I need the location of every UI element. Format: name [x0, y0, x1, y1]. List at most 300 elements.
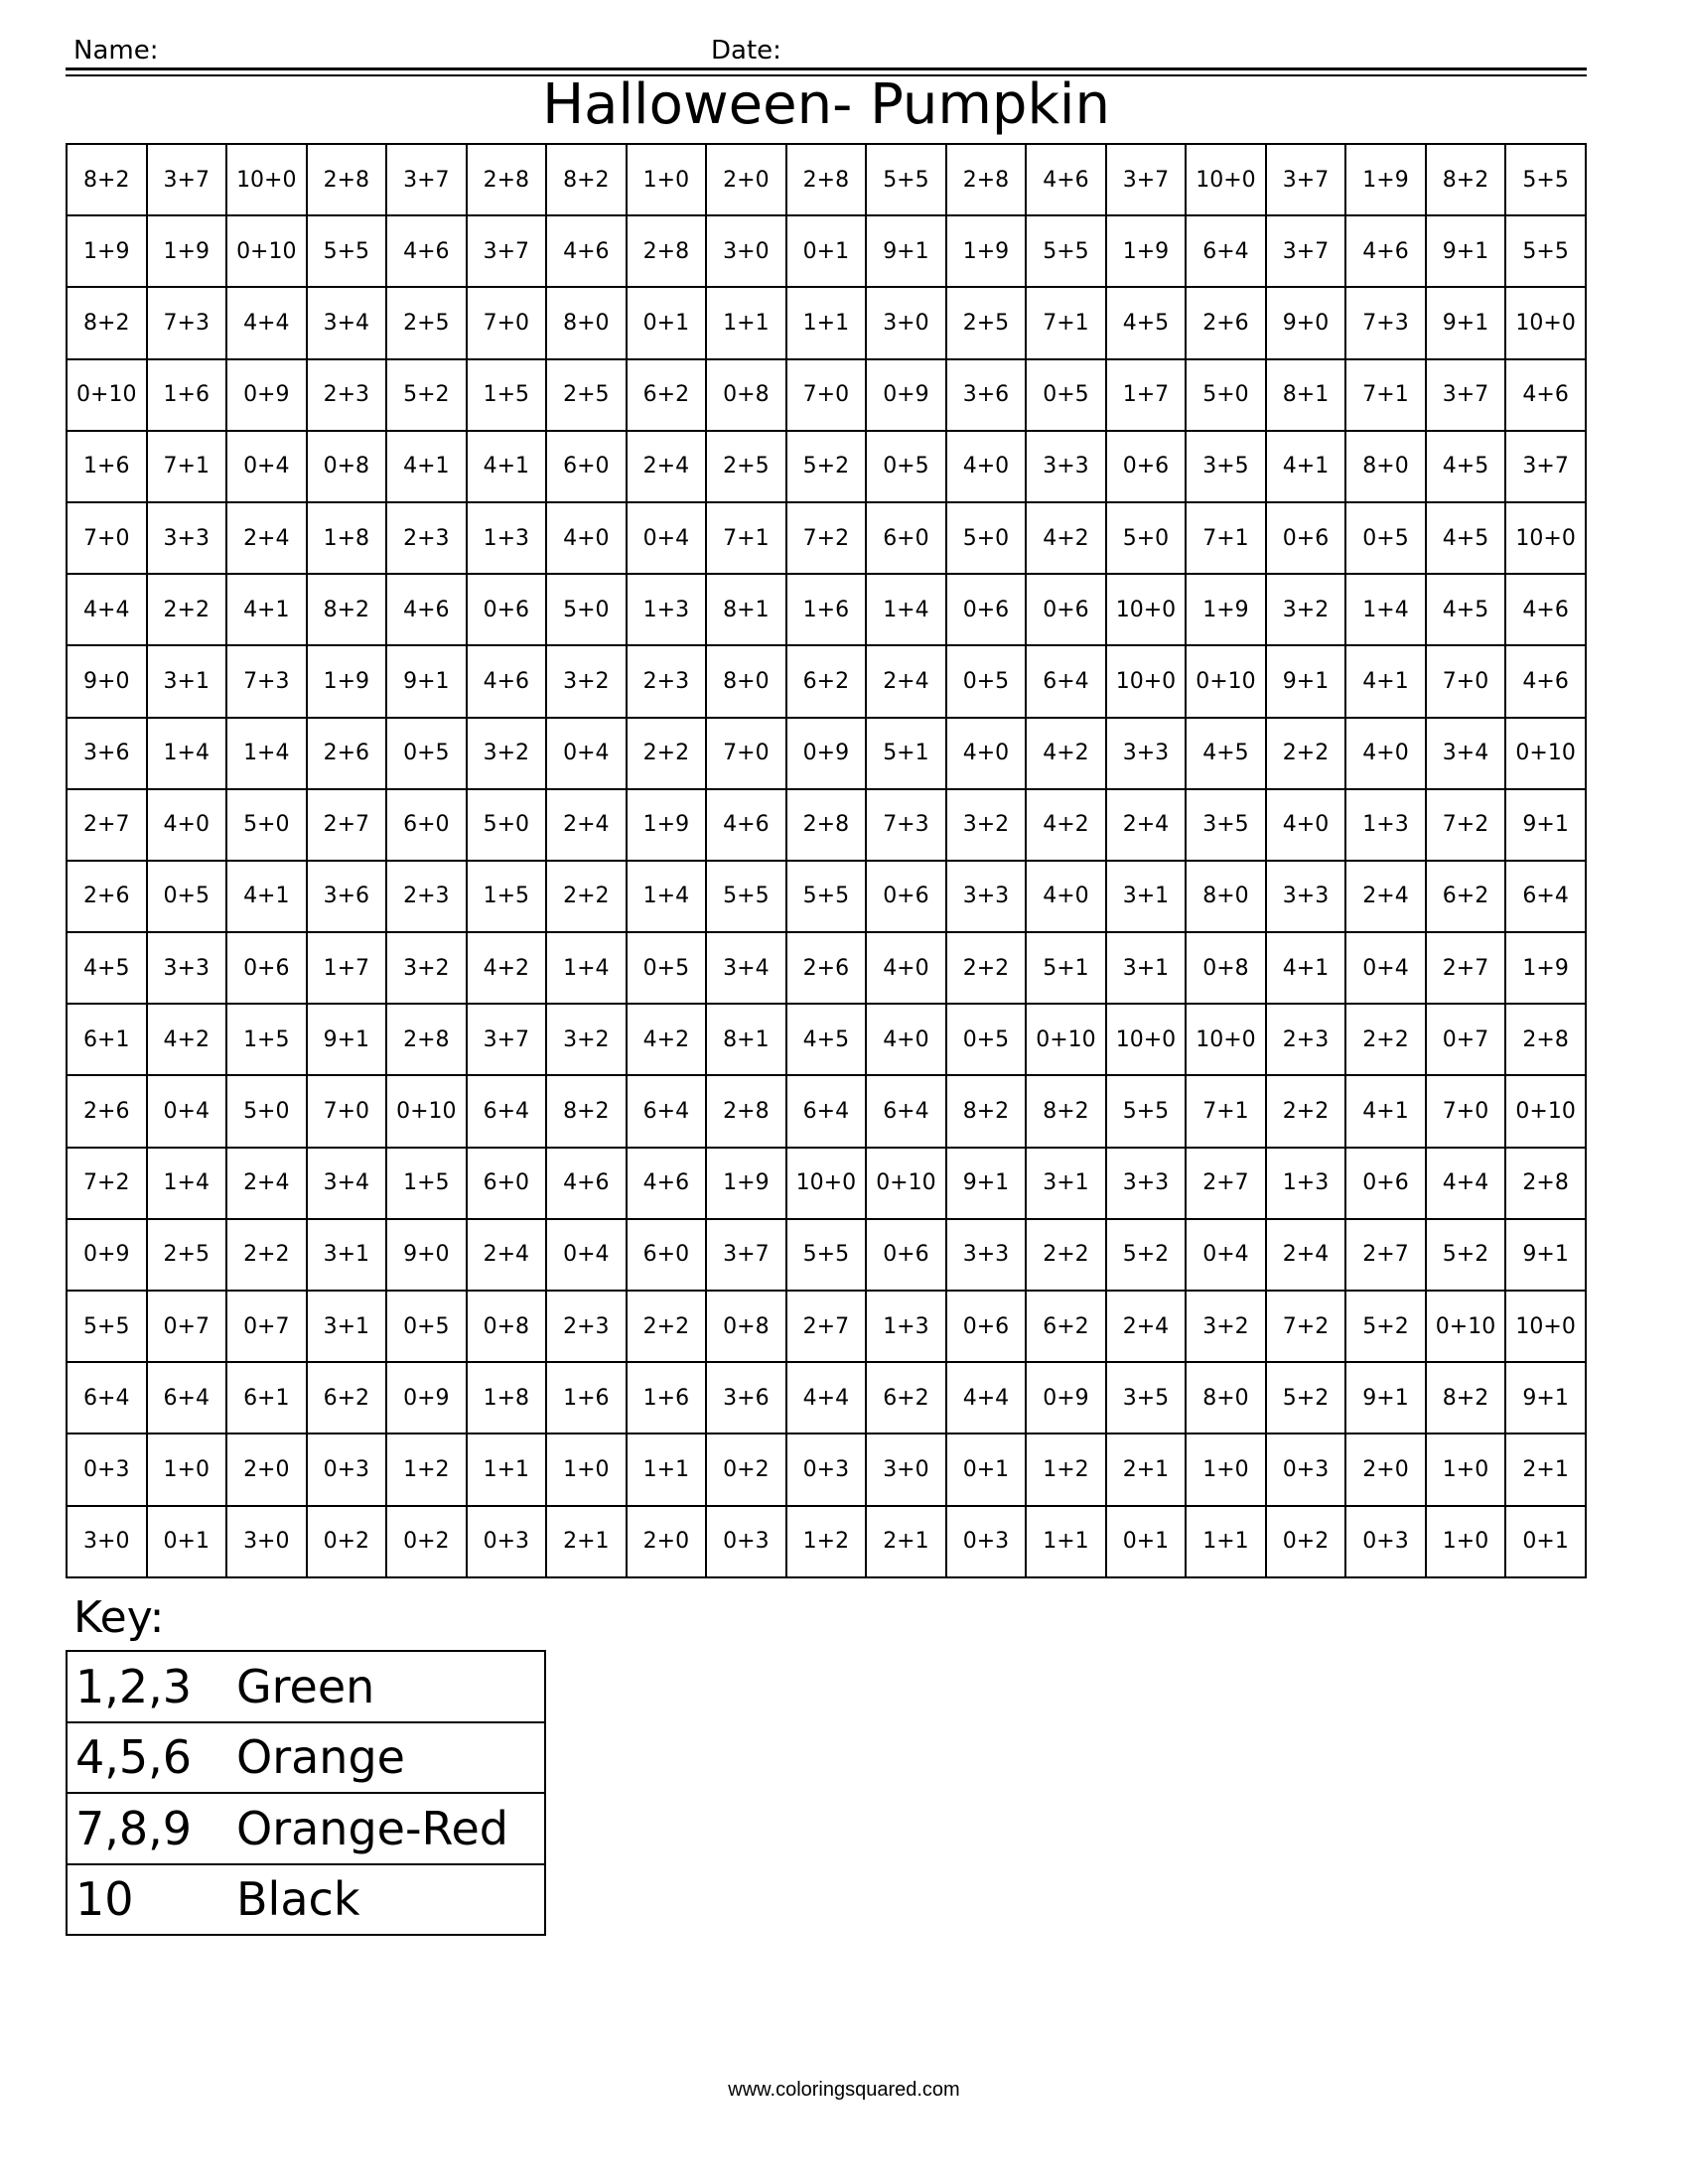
grid-cell: 4+4: [1426, 1148, 1506, 1219]
grid-cell: 5+5: [1026, 215, 1106, 287]
grid-cell: 3+1: [147, 645, 227, 717]
grid-cell: 2+2: [226, 1219, 307, 1291]
grid-cell: 5+2: [1106, 1219, 1187, 1291]
grid-cell: 6+4: [467, 1075, 547, 1147]
grid-cell: 0+3: [307, 1433, 387, 1505]
grid-cell: 2+5: [706, 431, 786, 502]
grid-cell: 0+8: [706, 1291, 786, 1362]
grid-cell: 8+1: [706, 1004, 786, 1075]
grid-cell: 5+1: [1026, 932, 1106, 1004]
grid-cell: 1+6: [147, 359, 227, 431]
grid-cell: 2+6: [67, 861, 147, 932]
grid-cell: 2+1: [1505, 1433, 1586, 1505]
grid-cell: 1+6: [67, 431, 147, 502]
grid-cell: 0+6: [1345, 1148, 1426, 1219]
grid-row: [67, 932, 1586, 1004]
grid-cell: 3+7: [386, 144, 467, 215]
grid-cell: 4+6: [386, 574, 467, 645]
grid-cell: 0+5: [1345, 502, 1426, 574]
grid-cell: 0+10: [386, 1075, 467, 1147]
grid-row: [67, 789, 1586, 861]
grid-cell: 4+1: [1266, 431, 1346, 502]
grid-cell: 0+4: [147, 1075, 227, 1147]
grid-cell: 4+1: [1266, 932, 1346, 1004]
grid-cell: 8+1: [1266, 359, 1346, 431]
grid-cell: 10+0: [1106, 1004, 1187, 1075]
grid-cell: 3+4: [307, 287, 387, 358]
grid-cell: 8+2: [1026, 1075, 1106, 1147]
grid-row: [67, 1291, 1586, 1362]
grid-cell: 6+4: [1186, 215, 1266, 287]
grid-cell: 5+0: [467, 789, 547, 861]
grid-cell: 3+7: [1266, 144, 1346, 215]
grid-cell: 7+1: [1186, 1075, 1266, 1147]
grid-cell: 5+5: [866, 144, 946, 215]
grid-cell: 3+7: [1266, 215, 1346, 287]
grid-cell: 0+1: [1505, 1506, 1586, 1577]
grid-cell: 7+2: [1266, 1291, 1346, 1362]
grid-row: [67, 502, 1586, 574]
grid-cell: 4+1: [226, 861, 307, 932]
grid-cell: 3+3: [946, 1219, 1027, 1291]
grid-cell: 0+4: [546, 718, 627, 789]
grid-cell: 3+7: [1106, 144, 1187, 215]
grid-cell: 0+5: [866, 431, 946, 502]
grid-cell: 4+6: [627, 1148, 707, 1219]
grid-cell: 1+9: [706, 1148, 786, 1219]
grid-cell: 0+6: [1026, 574, 1106, 645]
grid-cell: 6+0: [386, 789, 467, 861]
grid-cell: 1+5: [386, 1148, 467, 1219]
grid-cell: 1+3: [1266, 1148, 1346, 1219]
grid-cell: 2+4: [1345, 861, 1426, 932]
grid-row: [67, 861, 1586, 932]
grid-cell: 2+2: [1266, 718, 1346, 789]
grid-cell: 5+2: [1426, 1219, 1506, 1291]
grid-cell: 7+1: [1345, 359, 1426, 431]
grid-cell: 7+0: [467, 287, 547, 358]
grid-cell: 3+5: [1186, 789, 1266, 861]
grid-cell: 4+0: [1345, 718, 1426, 789]
grid-cell: 0+1: [1106, 1506, 1187, 1577]
grid-cell: 2+5: [546, 359, 627, 431]
grid-cell: 0+2: [706, 1433, 786, 1505]
grid-cell: 3+7: [1505, 431, 1586, 502]
grid-cell: 0+9: [786, 718, 867, 789]
grid-cell: 0+10: [226, 215, 307, 287]
grid-cell: 5+5: [786, 1219, 867, 1291]
grid-cell: 1+1: [467, 1433, 547, 1505]
key-color: Orange-Red: [228, 1793, 545, 1864]
grid-cell: 1+9: [1186, 574, 1266, 645]
key-color: Orange: [228, 1722, 545, 1794]
grid-cell: 3+2: [467, 718, 547, 789]
grid-cell: 2+8: [1505, 1148, 1586, 1219]
grid-cell: 9+1: [1345, 1362, 1426, 1433]
grid-cell: 8+2: [546, 1075, 627, 1147]
grid-cell: 3+7: [467, 1004, 547, 1075]
grid-cell: 1+0: [1426, 1506, 1506, 1577]
grid-cell: 0+10: [1186, 645, 1266, 717]
grid-cell: 2+8: [307, 144, 387, 215]
grid-cell: 1+0: [1186, 1433, 1266, 1505]
date-label: Date:: [711, 36, 781, 66]
grid-cell: 10+0: [1186, 144, 1266, 215]
grid-cell: 9+1: [1426, 215, 1506, 287]
grid-cell: 2+8: [627, 215, 707, 287]
grid-cell: 8+0: [1186, 861, 1266, 932]
grid-cell: 4+0: [147, 789, 227, 861]
grid-cell: 8+0: [706, 645, 786, 717]
grid-cell: 1+0: [546, 1433, 627, 1505]
grid-cell: 7+3: [147, 287, 227, 358]
grid-cell: 1+0: [147, 1433, 227, 1505]
grid-cell: 4+4: [946, 1362, 1027, 1433]
grid-cell: 5+5: [307, 215, 387, 287]
grid-cell: 0+6: [1266, 502, 1346, 574]
grid-cell: 1+4: [627, 861, 707, 932]
grid-cell: 4+1: [1345, 645, 1426, 717]
grid-cell: 0+1: [946, 1433, 1027, 1505]
grid-row: [67, 215, 1586, 287]
grid-cell: 3+3: [1106, 718, 1187, 789]
grid-cell: 0+3: [467, 1506, 547, 1577]
grid-cell: 0+8: [1186, 932, 1266, 1004]
grid-cell: 7+0: [786, 359, 867, 431]
grid-cell: 2+7: [67, 789, 147, 861]
grid-cell: 2+4: [546, 789, 627, 861]
grid-cell: 2+3: [627, 645, 707, 717]
grid-cell: 2+4: [1106, 1291, 1187, 1362]
grid-cell: 5+0: [226, 1075, 307, 1147]
grid-cell: 6+4: [866, 1075, 946, 1147]
grid-cell: 1+4: [1345, 574, 1426, 645]
grid-cell: 1+3: [1345, 789, 1426, 861]
grid-cell: 4+2: [1026, 502, 1106, 574]
grid-cell: 0+4: [546, 1219, 627, 1291]
grid-row: [67, 718, 1586, 789]
grid-cell: 6+4: [627, 1075, 707, 1147]
grid-cell: 1+4: [147, 1148, 227, 1219]
grid-cell: 7+1: [1186, 502, 1266, 574]
grid-cell: 3+0: [706, 215, 786, 287]
grid-cell: 2+8: [1505, 1004, 1586, 1075]
grid-cell: 4+5: [1426, 574, 1506, 645]
grid-cell: 5+5: [1106, 1075, 1187, 1147]
grid-cell: 3+3: [1266, 861, 1346, 932]
grid-cell: 2+8: [786, 789, 867, 861]
grid-cell: 5+5: [1505, 144, 1586, 215]
grid-cell: 1+7: [307, 932, 387, 1004]
grid-cell: 9+1: [1505, 789, 1586, 861]
grid-cell: 0+10: [1426, 1291, 1506, 1362]
grid-cell: 3+0: [226, 1506, 307, 1577]
grid-cell: 0+8: [706, 359, 786, 431]
grid-cell: 2+4: [467, 1219, 547, 1291]
grid-cell: 4+1: [467, 431, 547, 502]
grid-cell: 6+2: [627, 359, 707, 431]
grid-cell: 3+4: [307, 1148, 387, 1219]
grid-cell: 6+2: [307, 1362, 387, 1433]
grid-cell: 0+8: [307, 431, 387, 502]
grid-cell: 0+6: [946, 574, 1027, 645]
grid-cell: 0+2: [307, 1506, 387, 1577]
grid-cell: 0+2: [1266, 1506, 1346, 1577]
grid-cell: 7+0: [307, 1075, 387, 1147]
grid-cell: 7+1: [706, 502, 786, 574]
grid-cell: 3+2: [1266, 574, 1346, 645]
footer-url: www.coloringsquared.com: [728, 2079, 960, 2101]
grid-cell: 0+10: [1505, 718, 1586, 789]
grid-cell: 7+0: [1426, 645, 1506, 717]
grid-cell: 1+9: [67, 215, 147, 287]
grid-cell: 2+3: [546, 1291, 627, 1362]
grid-cell: 3+2: [546, 645, 627, 717]
grid-cell: 3+7: [706, 1219, 786, 1291]
grid-row: [67, 645, 1586, 717]
grid-cell: 1+9: [946, 215, 1027, 287]
grid-cell: 2+6: [1186, 287, 1266, 358]
grid-cell: 0+9: [67, 1219, 147, 1291]
grid-cell: 0+10: [1505, 1075, 1586, 1147]
grid-cell: 3+2: [1186, 1291, 1266, 1362]
grid-cell: 2+7: [307, 789, 387, 861]
grid-cell: 5+0: [946, 502, 1027, 574]
grid-cell: 0+3: [1266, 1433, 1346, 1505]
grid-cell: 2+2: [1266, 1075, 1346, 1147]
grid-cell: 0+3: [946, 1506, 1027, 1577]
grid-cell: 0+5: [147, 861, 227, 932]
grid-cell: 4+0: [866, 932, 946, 1004]
grid-cell: 1+3: [866, 1291, 946, 1362]
grid-row: [67, 287, 1586, 358]
grid-cell: 5+5: [786, 861, 867, 932]
grid-cell: 9+0: [1266, 287, 1346, 358]
grid-cell: 3+3: [147, 932, 227, 1004]
grid-cell: 3+0: [67, 1506, 147, 1577]
grid-cell: 4+1: [386, 431, 467, 502]
grid-cell: 2+3: [386, 502, 467, 574]
grid-cell: 7+2: [1426, 789, 1506, 861]
grid-cell: 6+1: [67, 1004, 147, 1075]
grid-cell: 1+0: [1426, 1433, 1506, 1505]
grid-cell: 6+4: [1505, 861, 1586, 932]
grid-cell: 3+4: [706, 932, 786, 1004]
grid-cell: 5+2: [786, 431, 867, 502]
grid-cell: 1+1: [1186, 1506, 1266, 1577]
grid-cell: 0+1: [786, 215, 867, 287]
grid-row: [67, 1362, 1586, 1433]
grid-cell: 1+2: [386, 1433, 467, 1505]
grid-cell: 1+2: [786, 1506, 867, 1577]
grid-cell: 4+0: [1266, 789, 1346, 861]
grid-cell: 4+5: [67, 932, 147, 1004]
grid-cell: 6+2: [866, 1362, 946, 1433]
grid-cell: 5+2: [1345, 1291, 1426, 1362]
grid-cell: 3+6: [706, 1362, 786, 1433]
grid-cell: 2+1: [1106, 1433, 1187, 1505]
grid-cell: 6+4: [786, 1075, 867, 1147]
grid-cell: 3+7: [467, 215, 547, 287]
grid-cell: 3+2: [546, 1004, 627, 1075]
grid-cell: 4+0: [946, 431, 1027, 502]
grid-cell: 1+6: [627, 1362, 707, 1433]
grid-cell: 4+6: [546, 1148, 627, 1219]
grid-cell: 4+6: [546, 215, 627, 287]
key-row: [67, 1793, 545, 1864]
key-numbers: 10: [67, 1864, 228, 1936]
grid-cell: 2+7: [1345, 1219, 1426, 1291]
grid-row: [67, 1004, 1586, 1075]
grid-cell: 4+0: [546, 502, 627, 574]
grid-cell: 3+6: [946, 359, 1027, 431]
key-row: [67, 1651, 545, 1722]
grid-cell: 7+3: [226, 645, 307, 717]
grid-cell: 1+4: [546, 932, 627, 1004]
grid-cell: 0+5: [386, 1291, 467, 1362]
grid-cell: 1+2: [1026, 1433, 1106, 1505]
grid-row: [67, 431, 1586, 502]
grid-cell: 6+0: [467, 1148, 547, 1219]
grid-cell: 4+6: [467, 645, 547, 717]
grid-cell: 4+6: [706, 789, 786, 861]
grid-cell: 4+6: [1345, 215, 1426, 287]
grid-cell: 0+3: [706, 1506, 786, 1577]
grid-cell: 10+0: [786, 1148, 867, 1219]
grid-cell: 2+2: [147, 574, 227, 645]
grid-cell: 5+0: [226, 789, 307, 861]
grid-cell: 1+5: [467, 359, 547, 431]
grid-cell: 0+1: [147, 1506, 227, 1577]
grid-cell: 0+6: [946, 1291, 1027, 1362]
grid-cell: 5+2: [386, 359, 467, 431]
grid-cell: 2+5: [386, 287, 467, 358]
grid-cell: 2+2: [627, 718, 707, 789]
grid-cell: 0+3: [786, 1433, 867, 1505]
grid-cell: 0+8: [467, 1291, 547, 1362]
grid-cell: 2+1: [866, 1506, 946, 1577]
grid-row: [67, 1219, 1586, 1291]
grid-cell: 4+4: [67, 574, 147, 645]
grid-cell: 7+0: [67, 502, 147, 574]
grid-cell: 4+0: [1026, 861, 1106, 932]
grid-cell: 4+2: [1026, 789, 1106, 861]
grid-row: [67, 144, 1586, 215]
grid-cell: 2+2: [627, 1291, 707, 1362]
key-color: Green: [228, 1651, 545, 1722]
grid-cell: 4+4: [786, 1362, 867, 1433]
grid-cell: 9+1: [1426, 287, 1506, 358]
grid-cell: 1+9: [1106, 215, 1187, 287]
grid-cell: 2+5: [946, 287, 1027, 358]
grid-cell: 10+0: [1106, 574, 1187, 645]
grid-cell: 2+6: [67, 1075, 147, 1147]
grid-cell: 3+6: [67, 718, 147, 789]
grid-cell: 3+3: [147, 502, 227, 574]
grid-cell: 2+0: [627, 1506, 707, 1577]
grid-cell: 8+2: [67, 287, 147, 358]
grid-cell: 7+1: [147, 431, 227, 502]
grid-cell: 6+4: [147, 1362, 227, 1433]
grid-cell: 0+10: [1026, 1004, 1106, 1075]
key-numbers: 1,2,3: [67, 1651, 228, 1722]
grid-cell: 1+9: [147, 215, 227, 287]
grid-cell: 4+5: [1106, 287, 1187, 358]
grid-cell: 1+5: [226, 1004, 307, 1075]
grid-cell: 4+2: [467, 932, 547, 1004]
grid-cell: 6+2: [786, 645, 867, 717]
grid-cell: 3+5: [1106, 1362, 1187, 1433]
grid-cell: 2+8: [786, 144, 867, 215]
grid-cell: 0+10: [67, 359, 147, 431]
grid-cell: 0+5: [946, 1004, 1027, 1075]
grid-cell: 10+0: [226, 144, 307, 215]
grid-cell: 3+3: [946, 861, 1027, 932]
grid-cell: 0+5: [386, 718, 467, 789]
grid-cell: 8+0: [1186, 1362, 1266, 1433]
grid-cell: 2+4: [1106, 789, 1187, 861]
grid-cell: 7+1: [1026, 287, 1106, 358]
grid-cell: 3+2: [946, 789, 1027, 861]
grid-cell: 1+3: [467, 502, 547, 574]
grid-cell: 6+2: [1426, 861, 1506, 932]
grid-cell: 3+3: [1106, 1148, 1187, 1219]
grid-cell: 0+10: [866, 1148, 946, 1219]
grid-cell: 1+1: [1026, 1506, 1106, 1577]
grid-cell: 7+3: [866, 789, 946, 861]
grid-cell: 8+2: [307, 574, 387, 645]
grid-cell: 2+2: [546, 861, 627, 932]
grid-cell: 9+1: [1266, 645, 1346, 717]
grid-cell: 4+5: [1186, 718, 1266, 789]
grid-cell: 9+1: [307, 1004, 387, 1075]
grid-row: [67, 1075, 1586, 1147]
grid-cell: 4+1: [1345, 1075, 1426, 1147]
grid-cell: 7+2: [67, 1148, 147, 1219]
grid-cell: 2+8: [467, 144, 547, 215]
grid-cell: 3+1: [1106, 932, 1187, 1004]
grid-cell: 5+0: [1186, 359, 1266, 431]
grid-cell: 5+5: [1505, 215, 1586, 287]
key-label: Key:: [73, 1592, 165, 1643]
grid-cell: 4+1: [226, 574, 307, 645]
key-row: [67, 1722, 545, 1794]
grid-cell: 7+3: [1345, 287, 1426, 358]
grid-cell: 1+8: [467, 1362, 547, 1433]
grid-cell: 2+4: [866, 645, 946, 717]
grid-cell: 2+3: [1266, 1004, 1346, 1075]
grid-cell: 4+4: [226, 287, 307, 358]
color-key-table: [66, 1650, 546, 1936]
grid-cell: 8+2: [67, 144, 147, 215]
grid-cell: 1+9: [1505, 932, 1586, 1004]
grid-cell: 2+8: [946, 144, 1027, 215]
math-grid: [66, 143, 1587, 1578]
grid-cell: 1+8: [307, 502, 387, 574]
grid-cell: 2+4: [226, 1148, 307, 1219]
grid-cell: 2+4: [627, 431, 707, 502]
grid-cell: 3+1: [307, 1219, 387, 1291]
grid-cell: 5+1: [866, 718, 946, 789]
grid-cell: 0+2: [386, 1506, 467, 1577]
grid-cell: 3+3: [1026, 431, 1106, 502]
grid-cell: 1+1: [627, 1433, 707, 1505]
key-row: [67, 1864, 545, 1936]
grid-cell: 0+9: [1026, 1362, 1106, 1433]
grid-cell: 9+1: [1505, 1219, 1586, 1291]
grid-cell: 2+2: [1026, 1219, 1106, 1291]
grid-cell: 6+4: [67, 1362, 147, 1433]
